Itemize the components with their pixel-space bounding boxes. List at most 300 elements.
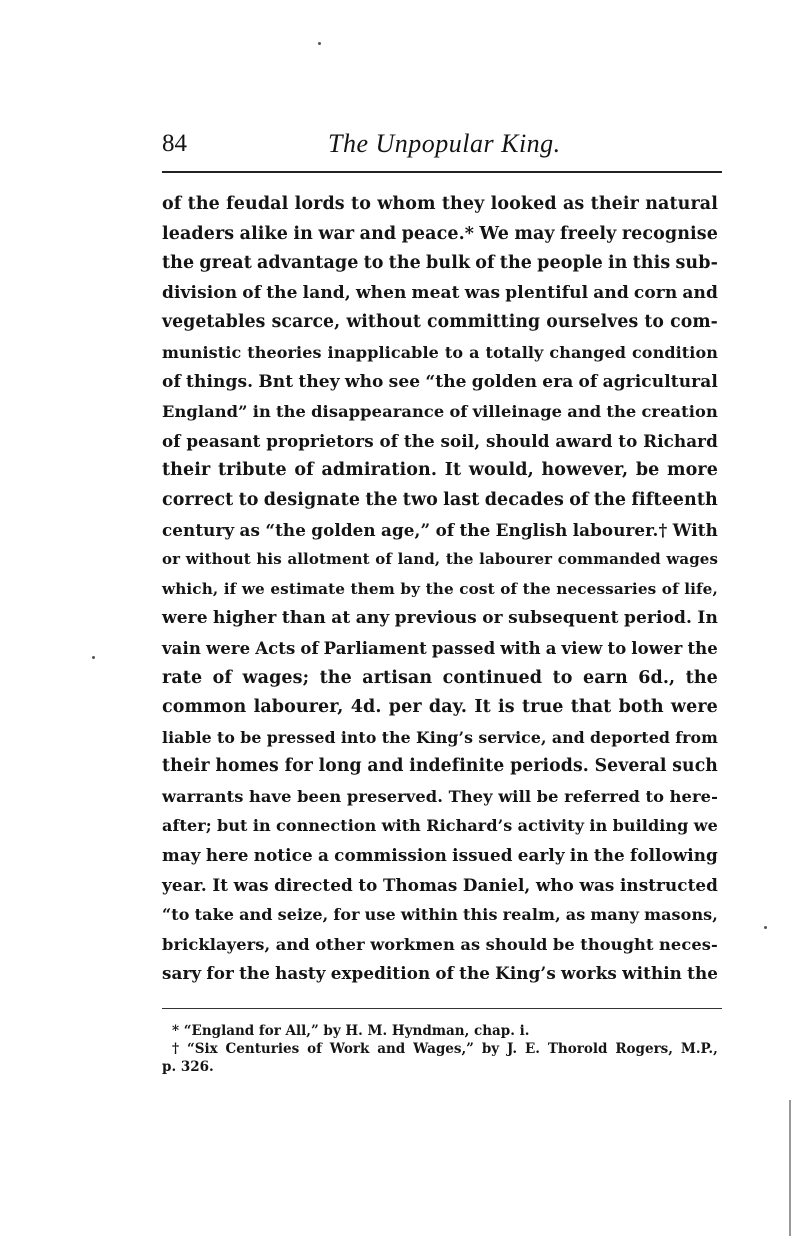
page-number: 84	[162, 130, 187, 157]
word: and	[551, 727, 585, 747]
word: great	[199, 253, 252, 274]
text-line	[162, 456, 718, 486]
word: and	[239, 905, 273, 925]
word: who	[535, 874, 574, 895]
word: this	[632, 253, 671, 274]
word: of	[578, 371, 598, 392]
word: recognise	[621, 223, 718, 244]
word: the	[403, 430, 435, 451]
word: instructed	[619, 874, 718, 895]
word: use	[364, 905, 396, 925]
footnote-2-line-1	[162, 1040, 718, 1058]
word: commission	[334, 845, 447, 866]
word: scarce,	[271, 312, 341, 333]
word: committing	[427, 312, 541, 333]
word: both	[618, 697, 664, 718]
word: the	[593, 845, 625, 866]
word: periods.	[510, 756, 589, 777]
text-line	[162, 190, 718, 220]
word: the	[276, 402, 306, 422]
word: lords	[294, 194, 345, 214]
word: should	[485, 934, 548, 954]
word: by	[481, 1041, 500, 1057]
word: Thorold	[547, 1041, 608, 1057]
text-line	[162, 486, 718, 516]
word: the	[425, 579, 454, 598]
word: to	[444, 342, 464, 362]
word: previous	[394, 608, 477, 629]
word: of	[242, 282, 262, 303]
word: in	[293, 223, 313, 244]
word: 4d.	[350, 697, 382, 718]
word: last	[443, 489, 480, 510]
text-line	[162, 220, 718, 250]
word: to	[363, 253, 384, 274]
word: the	[187, 194, 220, 214]
text-line	[162, 308, 718, 338]
word: award	[555, 430, 613, 451]
word: leaders	[162, 223, 235, 244]
word: to	[644, 312, 665, 333]
word: of	[375, 550, 392, 569]
word: creation	[641, 402, 718, 422]
word: changed	[549, 342, 627, 362]
word: workmen	[370, 934, 455, 954]
word: after;	[162, 816, 212, 836]
word: peace.*	[401, 223, 475, 244]
word: to	[358, 874, 378, 895]
page-edge-line	[789, 1100, 791, 1236]
word: the	[459, 963, 491, 984]
word: as	[565, 905, 586, 925]
word: many	[590, 905, 640, 925]
word: more	[667, 460, 718, 481]
word: homes	[215, 756, 279, 777]
word: J.	[507, 1041, 518, 1057]
word: they	[441, 194, 485, 214]
word: E.	[524, 1041, 540, 1057]
word: necessaries	[556, 579, 657, 598]
word: a	[545, 638, 557, 658]
word: to	[645, 786, 665, 806]
word: golden	[311, 519, 376, 540]
word: if	[223, 579, 237, 598]
word: wages	[666, 550, 718, 569]
word: division	[162, 282, 238, 303]
word: land,	[302, 282, 351, 303]
word: of	[379, 430, 399, 451]
word: rate	[162, 667, 203, 688]
word: thought	[580, 934, 654, 954]
text-line	[162, 427, 718, 457]
word: who	[344, 371, 384, 392]
word: would,	[468, 460, 534, 481]
word: neces-	[659, 934, 718, 954]
text-line	[162, 782, 718, 812]
text-line	[162, 693, 718, 723]
word: early	[517, 845, 565, 866]
word: should	[485, 430, 550, 451]
word: passed	[431, 638, 496, 658]
word: or	[482, 608, 503, 629]
word: artisan	[362, 667, 433, 688]
word: natural	[645, 194, 718, 214]
word: with	[500, 638, 541, 658]
word: war	[318, 223, 355, 244]
text-line	[162, 368, 718, 398]
word: following	[630, 845, 718, 866]
word: their	[162, 460, 211, 481]
word: period.	[624, 608, 692, 629]
word: activity	[517, 816, 585, 836]
word: have	[249, 786, 292, 806]
word: works	[561, 963, 617, 984]
word: were	[162, 608, 208, 629]
word: to	[217, 727, 236, 747]
word: were	[205, 638, 251, 658]
word: their	[590, 194, 639, 214]
word: It	[474, 697, 491, 718]
word: them	[350, 579, 395, 598]
word: in	[252, 402, 271, 422]
word: allotment	[287, 550, 370, 569]
word: We	[479, 223, 509, 244]
word: building	[612, 816, 689, 836]
text-line	[162, 604, 718, 634]
word: of	[475, 253, 495, 274]
word: were	[670, 697, 718, 718]
word: continued	[442, 667, 543, 688]
word: labourer.†	[572, 519, 668, 540]
word: meat	[411, 282, 460, 303]
word: the	[365, 489, 398, 510]
word: of	[162, 194, 182, 214]
text-line	[162, 930, 718, 960]
word: the	[685, 667, 718, 688]
word: advantage	[256, 253, 359, 274]
text-line	[162, 811, 718, 841]
word: and	[367, 756, 404, 777]
word: and	[377, 1041, 406, 1057]
word: They	[448, 786, 493, 806]
footnotes	[162, 1022, 718, 1076]
word: the	[606, 402, 637, 422]
word: Wages,”	[413, 1041, 474, 1057]
word: warrants	[162, 786, 244, 806]
word: to	[607, 638, 627, 658]
word: view	[561, 638, 603, 658]
word: and	[567, 402, 602, 422]
word: With	[672, 519, 718, 540]
word: Bnt	[258, 371, 294, 392]
word: the	[687, 638, 718, 658]
word: was	[464, 282, 501, 303]
word: as	[460, 934, 481, 954]
word: era	[542, 371, 574, 392]
word: see	[388, 371, 421, 392]
word: theories	[247, 342, 322, 362]
word: to	[351, 194, 371, 214]
word: is	[498, 697, 515, 718]
word: labourer,	[253, 697, 344, 718]
word: may	[514, 223, 555, 244]
word: disappearance	[311, 402, 445, 422]
word: of	[500, 579, 518, 598]
word: of	[307, 1041, 322, 1057]
word: which,	[162, 579, 219, 598]
text-line	[162, 397, 718, 427]
word: as	[239, 519, 261, 540]
header-rule	[162, 171, 722, 173]
text-line	[162, 959, 718, 989]
word: feudal	[226, 194, 289, 214]
text-line	[162, 752, 718, 782]
word: to	[552, 667, 573, 688]
word: true	[521, 697, 564, 718]
text-line	[162, 634, 718, 664]
word: for	[206, 963, 234, 984]
word: Rogers,	[615, 1041, 673, 1057]
word: in	[589, 816, 608, 836]
word: age,”	[381, 519, 431, 540]
word: Work	[329, 1041, 370, 1057]
word: condition	[631, 342, 718, 362]
word: Centuries	[225, 1041, 300, 1057]
word: Acts	[255, 638, 296, 658]
word: England”	[162, 402, 248, 422]
word: Several	[594, 756, 667, 777]
footnote-2-line-2: p. 326.	[162, 1059, 214, 1075]
word: seize,	[277, 905, 329, 925]
word: directed	[274, 874, 353, 895]
word: life,	[684, 579, 718, 598]
word: as	[562, 194, 585, 214]
word: that	[570, 697, 612, 718]
word: of	[569, 489, 589, 510]
word: their	[162, 756, 210, 777]
word: long	[318, 756, 362, 777]
word: of	[212, 667, 233, 688]
word: pressed	[266, 727, 336, 747]
body-text	[162, 190, 718, 989]
word: In	[697, 608, 718, 629]
word: in	[252, 816, 271, 836]
word: tribute	[217, 460, 287, 481]
word: notice	[253, 845, 313, 866]
word: such	[672, 756, 718, 777]
word: things.	[186, 371, 254, 392]
word: be	[635, 460, 660, 481]
word: may	[162, 845, 201, 866]
word: preserved.	[346, 786, 444, 806]
word: looked	[490, 194, 557, 214]
word: Parliament	[323, 638, 427, 658]
word: we	[241, 579, 265, 598]
word: expedition	[330, 963, 431, 984]
word: King’s	[416, 727, 474, 747]
word: peasant	[186, 430, 261, 451]
word: his	[256, 550, 282, 569]
word: the	[319, 667, 352, 688]
word: cost	[459, 579, 495, 598]
word: and	[682, 282, 718, 303]
word: plentiful	[505, 282, 589, 303]
word: common	[162, 697, 247, 718]
word: and	[593, 282, 629, 303]
word: in	[569, 845, 589, 866]
word: two	[402, 489, 438, 510]
word: Daniel,	[462, 874, 531, 895]
word: here	[205, 845, 249, 866]
word: into	[340, 727, 377, 747]
word: from	[675, 727, 718, 747]
word: within	[400, 905, 459, 925]
text-line	[162, 545, 718, 575]
word: of	[449, 402, 468, 422]
word: earn	[582, 667, 628, 688]
paper-speck	[318, 42, 321, 45]
word: liable	[162, 727, 212, 747]
word: of	[294, 460, 314, 481]
text-line	[162, 338, 718, 368]
word: at	[331, 608, 351, 629]
word: was	[233, 874, 269, 895]
word: whom	[377, 194, 436, 214]
word: agricultural	[602, 371, 718, 392]
word: the	[266, 282, 298, 303]
word: correct	[162, 489, 234, 510]
word: inapplicable	[327, 342, 439, 362]
word: indefinite	[409, 756, 505, 777]
word: service,	[478, 727, 547, 747]
word: wages;	[242, 667, 310, 688]
word: English	[495, 519, 568, 540]
word: other	[315, 934, 365, 954]
word: a	[469, 342, 480, 362]
word: here-	[669, 786, 718, 806]
word: be	[552, 934, 575, 954]
word: for	[333, 905, 360, 925]
word: hasty	[275, 963, 326, 984]
word: however,	[541, 460, 629, 481]
word: without	[346, 312, 421, 333]
word: of	[435, 519, 455, 540]
footnote-rule	[162, 1008, 722, 1009]
word: alike	[239, 223, 289, 244]
word: ourselves	[546, 312, 639, 333]
word: King’s	[495, 963, 556, 984]
word: “the	[425, 371, 467, 392]
word: the	[459, 519, 491, 540]
word: without	[185, 550, 251, 569]
word: or	[162, 550, 181, 569]
word: to	[618, 430, 638, 451]
word: issued	[452, 845, 513, 866]
word: the	[239, 963, 270, 984]
word: proprietors	[266, 430, 374, 451]
word: soil,	[440, 430, 481, 451]
word: by	[400, 579, 421, 598]
word: estimate	[270, 579, 346, 598]
word: with	[381, 816, 421, 836]
word: the	[522, 579, 551, 598]
word: lower	[631, 638, 683, 658]
word: It	[444, 460, 462, 481]
word: of	[300, 638, 319, 658]
word: freely	[560, 223, 617, 244]
word: be	[240, 727, 262, 747]
word: per	[388, 697, 422, 718]
word: commanded	[557, 550, 661, 569]
word: referred	[564, 786, 640, 806]
running-head	[162, 128, 722, 164]
word: the	[499, 253, 533, 274]
word: the	[388, 253, 421, 274]
word: golden	[471, 371, 538, 392]
word: †	[172, 1041, 180, 1057]
word: “Six	[186, 1041, 218, 1057]
word: take	[194, 905, 235, 925]
word: we	[693, 816, 718, 836]
word: any	[355, 608, 390, 629]
word: of	[435, 963, 454, 984]
word: when	[355, 282, 407, 303]
word: labourer	[479, 550, 553, 569]
word: of	[162, 430, 181, 451]
word: bricklayers,	[162, 934, 271, 954]
word: been	[297, 786, 342, 806]
word: and	[275, 934, 310, 954]
word: century	[162, 519, 235, 540]
text-line	[162, 575, 718, 605]
running-title: The Unpopular King.	[328, 129, 561, 158]
word: subsequent	[508, 608, 619, 629]
word: munistic	[162, 342, 242, 362]
word: the	[162, 253, 195, 274]
word: Richard’s	[426, 816, 513, 836]
word: decades	[484, 489, 565, 510]
word: Thomas	[382, 874, 458, 895]
text-line	[162, 664, 718, 694]
text-line	[162, 723, 718, 753]
word: masons,	[644, 905, 718, 925]
word: com-	[670, 312, 718, 333]
word: sary	[162, 963, 202, 984]
text-line	[162, 516, 718, 546]
word: the	[381, 727, 411, 747]
word: will	[498, 786, 532, 806]
text-line	[162, 900, 718, 930]
word: realm,	[502, 905, 561, 925]
word: admiration.	[321, 460, 438, 481]
word: vegetables	[162, 312, 266, 333]
word: designate	[263, 489, 361, 510]
word: day.	[428, 697, 468, 718]
word: fifteenth	[631, 489, 718, 510]
word: a	[317, 845, 329, 866]
word: sub-	[675, 253, 718, 274]
word: connection	[276, 816, 377, 836]
text-line	[162, 871, 718, 901]
word: the	[445, 550, 474, 569]
word: in	[607, 253, 628, 274]
word: and	[359, 223, 397, 244]
word: be	[536, 786, 559, 806]
text-line	[162, 279, 718, 309]
word: bulk	[426, 253, 471, 274]
word: Richard	[643, 430, 718, 451]
word: but	[217, 816, 248, 836]
